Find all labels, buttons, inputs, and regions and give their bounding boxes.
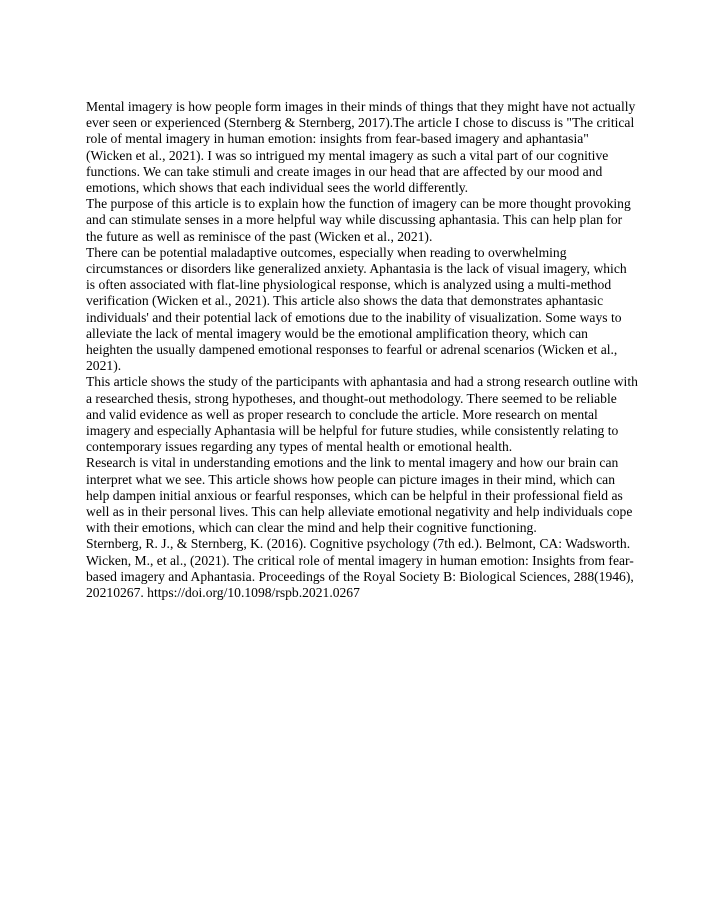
- paragraph-study-evaluation: This article shows the study of the participants with aphantasia and had a strong research outline with a researched thesis, strong hypotheses, and thought-out methodology. There seemed to be reliable and valid evidence as well as proper research to conclude the article. More research on mental imagery and especially Aphantasia will be helpful for future studies, while consistently relating to contemporary issues regarding any types of mental health or emotional health.: [86, 374, 638, 455]
- reference-sternberg: Sternberg, R. J., & Sternberg, K. (2016). Cognitive psychology (7th ed.). Belmont, CA: Wadsworth.: [86, 536, 631, 552]
- document-page: [86, 99, 638, 601]
- reference-wicken: Wicken, M., et al., (2021). The critical role of mental imagery in human emotion: Insights from fear-based imagery and Aphantasia. Proceedings of the Royal Society B: Biological Sciences, 288(1946), 20210267. https://doi.org/10.1098/rspb.2021.0267: [86, 552, 634, 601]
- paragraph-maladaptive-outcomes: There can be potential maladaptive outcomes, especially when reading to overwhelming circumstances or disorders like generalized anxiety. Aphantasia is the lack of visual imagery, which is often associated with flat-line physiological response, which is analyzed using a multi-method verification (Wicken et al., 2021). This article also shows the data that demonstrates aphantasic individuals' and their potential lack of emotions due to the inability of visualization. Some ways to alleviate the lack of mental imagery would be the emotional amplification theory, which can heighten the usually dampened emotional responses to fearful or adrenal scenarios (Wicken et al., 2021).: [86, 244, 627, 374]
- paragraph-introduction: Mental imagery is how people form images in their minds of things that they might have not actually ever seen or experienced (Sternberg & Sternberg, 2017).The article I chose to discuss is "The critical role of mental imagery in human emotion: insights from fear-based imagery and aphantasia" (Wicken et al., 2021). I was so intrigued my mental imagery as such a vital part of our cognitive functions. We can take stimuli and create images in our head that are affected by our mood and emotions, which shows that each individual sees the world differently.: [86, 99, 636, 196]
- paragraph-conclusion: Research is vital in understanding emotions and the link to mental imagery and how our brain can interpret what we see. This article shows how people can picture images in their mind, which can help dampen initial anxious or fearful responses, which can be helpful in their professional field as well as in their personal lives. This can help alleviate emotional negativity and help individuals cope with their emotions, which can clear the mind and help their cognitive functioning.: [86, 455, 633, 536]
- paragraph-purpose: The purpose of this article is to explain how the function of imagery can be more thought provoking and can stimulate senses in a more helpful way while discussing aphantasia. This can help plan for the future as well as reminisce of the past (Wicken et al., 2021).: [86, 196, 631, 244]
